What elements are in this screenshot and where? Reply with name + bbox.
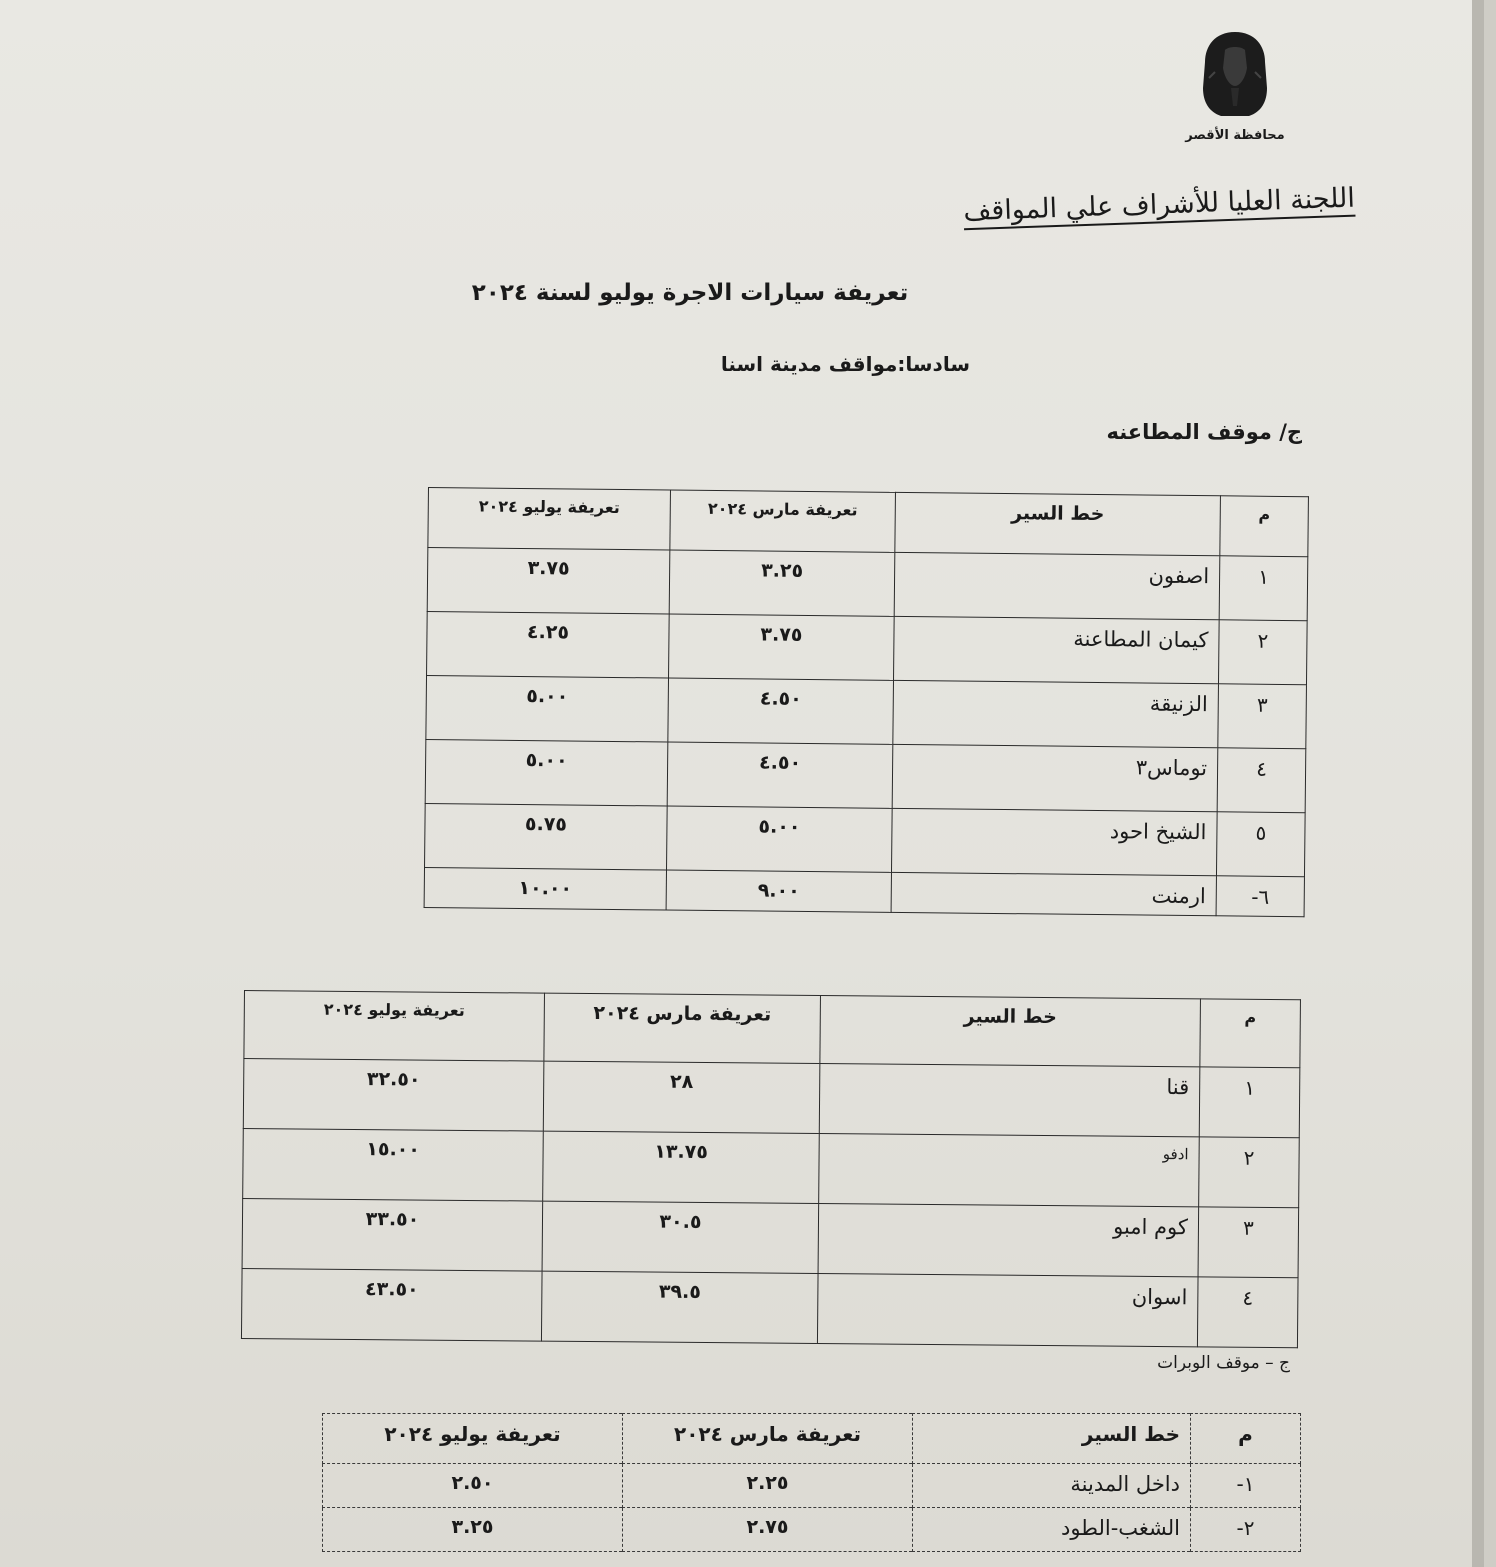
table-row — [323, 1508, 1301, 1552]
row-march-fare: ٣.٢٥ — [669, 550, 895, 616]
table-row — [426, 675, 1307, 748]
page-edge-shadow — [1472, 0, 1484, 1567]
table-header-row — [428, 488, 1309, 557]
row-index: ٢- — [1191, 1508, 1301, 1552]
row-march-fare: ٢.٧٥ — [623, 1508, 913, 1552]
section3-heading: ج – موقف الوبرات — [1157, 1353, 1290, 1373]
fare-table-intercity — [241, 990, 1301, 1348]
fare-table-wabarat — [322, 1413, 1301, 1552]
row-route: داخل المدينة — [913, 1464, 1191, 1508]
col-header-march: تعريفة مارس ٢٠٢٤ — [623, 1414, 913, 1464]
table-row — [243, 1059, 1300, 1138]
row-march-fare: ٣.٧٥ — [669, 614, 895, 680]
row-march-fare: ٢٨ — [543, 1061, 820, 1133]
table-row — [427, 548, 1308, 621]
row-index: ٥ — [1216, 812, 1305, 877]
col-header-march: تعريفة مارس ٢٠٢٤ — [670, 490, 896, 552]
row-route: توماس٣ — [892, 744, 1218, 811]
col-header-route: خط السير — [895, 492, 1221, 555]
row-index: ٤ — [1217, 748, 1306, 813]
fare-table-mataana — [424, 487, 1309, 917]
row-july-fare: ٥.٧٥ — [425, 803, 668, 870]
table-row — [427, 611, 1308, 684]
row-route: ارمنت — [891, 872, 1216, 915]
table-row — [243, 1128, 1300, 1207]
table-row — [242, 1198, 1299, 1277]
row-july-fare: ٣٣.٥٠ — [242, 1198, 543, 1271]
row-route: اسوان — [817, 1274, 1198, 1347]
row-march-fare: ١٣.٧٥ — [543, 1131, 820, 1203]
row-index: ٣ — [1198, 1207, 1299, 1278]
row-july-fare: ٣٢.٥٠ — [243, 1059, 544, 1132]
row-index: ٢ — [1218, 620, 1307, 685]
col-header-march: تعريفة مارس ٢٠٢٤ — [544, 993, 821, 1063]
row-july-fare: ٣.٢٥ — [323, 1508, 623, 1552]
table-row — [241, 1268, 1298, 1347]
col-header-index: م — [1191, 1414, 1301, 1464]
col-header-index: م — [1200, 999, 1301, 1068]
row-march-fare: ٤.٥٠ — [668, 678, 894, 744]
row-march-fare: ٢.٢٥ — [623, 1464, 913, 1508]
row-route: كوم امبو — [818, 1204, 1199, 1277]
row-route: كيمان المطاعنة — [894, 616, 1220, 683]
row-march-fare: ٣٠.٥ — [542, 1201, 819, 1273]
governorate-label: محافظة الأقصر — [1185, 128, 1285, 143]
table-header-row — [244, 991, 1301, 1068]
row-route: ادفو — [819, 1134, 1200, 1207]
page-title: تعريفة سيارات الاجرة يوليو لسنة ٢٠٢٤ — [471, 280, 909, 306]
row-july-fare: ٣.٧٥ — [427, 548, 670, 615]
row-index: ٣ — [1218, 684, 1307, 749]
row-index: ٤ — [1197, 1277, 1298, 1348]
row-july-fare: ٢.٥٠ — [323, 1464, 623, 1508]
row-index: ٢ — [1199, 1137, 1300, 1208]
row-july-fare: ٤٣.٥٠ — [241, 1268, 542, 1341]
col-header-july: تعريفة يوليو ٢٠٢٤ — [323, 1414, 623, 1464]
row-route: الزنيقة — [893, 680, 1219, 747]
section1-heading: ج/ موقف المطاعنه — [1106, 420, 1302, 444]
col-header-index: م — [1220, 496, 1309, 557]
row-index: ٦- — [1216, 876, 1304, 917]
table-row — [323, 1464, 1301, 1508]
row-route: قنا — [819, 1064, 1200, 1137]
col-header-route: خط السير — [820, 996, 1201, 1067]
row-index: ١ — [1219, 556, 1308, 621]
row-march-fare: ٩.٠٠ — [666, 870, 891, 912]
page-subtitle: سادسا:مواقف مدينة اسنا — [720, 352, 970, 376]
row-march-fare: ٤.٥٠ — [667, 742, 893, 808]
pharaoh-mask-emblem-icon — [1195, 28, 1275, 120]
row-july-fare: ٥.٠٠ — [426, 675, 669, 742]
col-header-july: تعريفة يوليو ٢٠٢٤ — [428, 488, 671, 551]
col-header-route: خط السير — [913, 1414, 1191, 1464]
row-index: ١ — [1199, 1067, 1300, 1138]
row-route: الشغب-الطود — [913, 1508, 1191, 1552]
row-route: اصفون — [894, 552, 1220, 619]
col-header-july: تعريفة يوليو ٢٠٢٤ — [244, 991, 545, 1062]
row-july-fare: ٥.٠٠ — [425, 739, 668, 806]
row-route: الشيخ احود — [891, 808, 1217, 875]
table-row — [425, 739, 1306, 812]
row-march-fare: ٣٩.٥ — [541, 1271, 818, 1343]
row-july-fare: ١٠.٠٠ — [424, 867, 666, 910]
row-index: ١- — [1191, 1464, 1301, 1508]
row-july-fare: ١٥.٠٠ — [243, 1128, 544, 1201]
row-march-fare: ٥.٠٠ — [667, 806, 893, 872]
table-header-row — [323, 1414, 1301, 1464]
table-row — [425, 803, 1306, 876]
table-row — [424, 867, 1304, 916]
committee-heading: اللجنة العليا للأشراف علي المواقف — [962, 182, 1356, 228]
row-july-fare: ٤.٢٥ — [427, 611, 670, 678]
